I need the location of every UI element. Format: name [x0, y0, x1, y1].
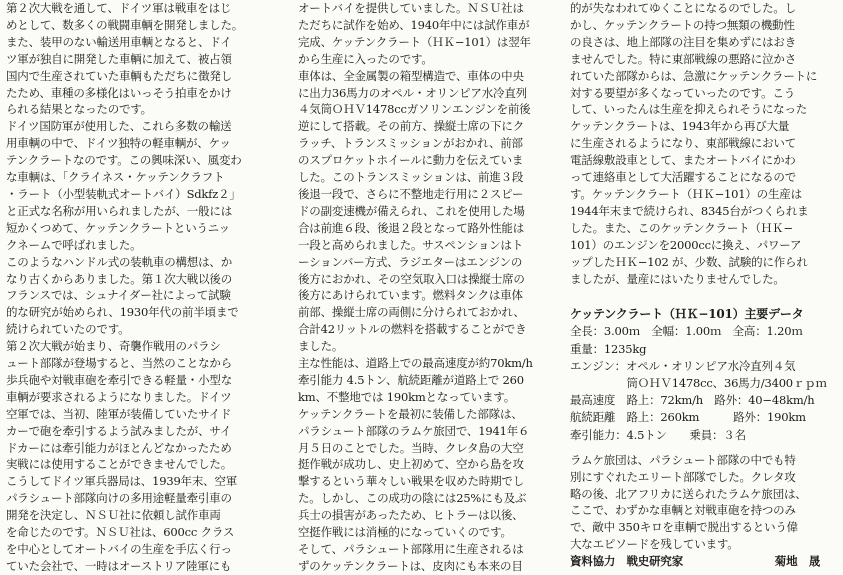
text-line: 完成、ケッテンクラート（ＨＫ−101）は翌年: [298, 34, 531, 49]
text-line: ケッテンクラートは、1943年から再び大量: [570, 119, 790, 134]
text-line: フランスでは、シュナイダー社によって試験: [6, 288, 231, 303]
text-line: ていた会社で、一時はオーストリア陸軍にも: [6, 558, 232, 573]
text-line: 第２次大戦が始まり、奇襲作戦用のパラシ: [6, 339, 221, 354]
text-line: かし、ケッテンクラートの持つ無類の機動性: [570, 17, 795, 32]
text-line: カーで砲を牽引するよう試みましたが、サイ: [6, 423, 232, 438]
spec-title: ケッテンクラート（ＨＫ−101）主要データ: [570, 307, 804, 322]
text-line: ました。: [298, 339, 344, 354]
text-line: 後方におかれ、その空気取入口は操縦士席の: [298, 271, 525, 286]
text-line: 電話線敷設車として、またオートバイにかわ: [570, 153, 796, 168]
text-line: って連絡車として大活躍することになるので: [570, 170, 796, 185]
text-line: 筒ＯＨＶ1478cc、36馬力/3400ｒｐｍ: [570, 375, 827, 390]
text-line: ここで、わずかな車輌と対戦車砲を持つのみ: [570, 503, 796, 518]
text-line: ずのケッテンクラートは、皮肉にも本来の目: [298, 558, 523, 573]
text-line: 用車輌の中で、ドイツ独特の軽車輌が、ケッ: [6, 136, 231, 151]
text-line: そして、パラシュート部隊用に生産されるは: [298, 542, 524, 556]
text-line: 1944年末まで続けられ、8345台がつくられま: [570, 203, 809, 218]
text-line: 車体は、全金属製の箱型構造で、車体の中央: [298, 68, 524, 83]
text-line: に生産されるようになり、東部戦線において: [570, 136, 796, 151]
text-line: 車輌が要求されるようになりました。ドイツ: [6, 389, 232, 404]
text-line: 重量：1235kg: [570, 341, 647, 356]
text-line: 前部、操縦士席の両側に分けられておかれ、: [298, 305, 525, 320]
text-line: した。このトランスミッションは、前進３段: [298, 170, 524, 185]
text-line: に出力36馬力のオペル・オリンピア水冷直列: [298, 85, 527, 100]
text-line: ましたが、量産にはいたりませんでした。: [570, 271, 785, 286]
text-line: 主な性能は、道路上での最高速度が約70km/h: [298, 356, 533, 371]
text-line: 続けられていたのです。: [6, 322, 130, 337]
text-line: のスプロケットホイールに動力を伝えていま: [298, 153, 524, 168]
text-line: 対する要望が多くなっていったのです。こう: [570, 85, 796, 100]
text-line: と正式な名称が用いられましたが、一般には: [6, 203, 232, 218]
text-line: km、不整地では 190kmとなっています。: [298, 389, 516, 404]
spacer: [570, 444, 840, 452]
text-line: ただちに試作を始め、1940年中には試作車が: [298, 17, 530, 32]
text-line: 全長：3.00ｍ 全幅：1.00ｍ 全高：1.20ｍ: [570, 324, 803, 339]
text-line: ーションバー方式、ラジエターはエンジンの: [298, 254, 523, 269]
text-line: オートバイを提供していました。ＮＳＵ社は: [298, 1, 524, 15]
text-line: こうしてドイツ軍兵器局は、1939年末、空軍: [6, 474, 238, 489]
text-line: 撃するという華々しい戦果を収めた時期でし: [298, 474, 524, 489]
credit-label: 資料協力 戦史研究家: [570, 554, 683, 569]
text-line: 別にすぐれたエリート部隊でした。クレタ攻: [570, 469, 796, 484]
text-line: ラムケ旅団は、パラシュート部隊の中でも特: [570, 452, 796, 467]
text-line: 合は前進６段、後退２段となって路外性能は: [298, 220, 524, 235]
text-line: 一段と高められました。サスペンションはト: [298, 237, 524, 252]
text-line: 合計42リットルの燃料を搭載することができ: [298, 322, 527, 337]
text-line: ュート部隊が登場すると、当然のことなから: [6, 356, 232, 371]
text-line: の良さは、地上部隊の注目を集めずにはおき: [570, 34, 796, 49]
text-line: テンクラートなのです。この興味深い、風変わ: [6, 153, 242, 168]
text-line: 略の後、北アフリカに送られたラムケ旅団は、: [570, 486, 807, 501]
text-line: から生産に入ったのです。: [298, 51, 433, 66]
column-2: [298, 0, 562, 575]
text-line: パラシュート部隊向けの多用途軽量牽引車の: [6, 491, 232, 506]
text-line: 国内で生産されていた車輌もただちに徴発し: [6, 68, 232, 83]
credit-author: 菊地 晟: [774, 554, 820, 569]
text-line: 逆にして搭載。その前方、操縦士席の下にク: [298, 119, 524, 134]
spec-block: [570, 306, 840, 443]
text-line: 牽引能力 4.5トン、航続距離が道路上で 260: [298, 372, 524, 387]
text-line: ４気筒ＯＨＶ1478ccガソリンエンジンを前後: [298, 102, 531, 117]
text-line: 歩兵砲や対戦車砲を牽引できる軽量・小型な: [6, 372, 232, 387]
column-3-ending: [570, 452, 840, 553]
text-line: めとして、数多くの戦闘車輌を開発しました。: [6, 17, 244, 32]
text-line: ドイツ国防軍が使用した、これら多数の輸送: [6, 119, 232, 134]
column-3-body: [570, 0, 840, 287]
text-line: られる結果となったのです。: [6, 102, 152, 117]
text-line: ・ラート（小型装軌式オートバイ）Sdkfz２」: [6, 186, 241, 201]
text-line: ドカーには牽引能力がほとんどなかったため: [6, 440, 232, 455]
text-line: して、いったんは生産を抑えられそうになった: [570, 102, 808, 117]
text-line: エンジン：オペル・オリンピア水冷直列４気: [570, 358, 796, 373]
text-line: ドの副変速機が備えられ、これを使用した場: [298, 203, 525, 218]
text-line: クネームで呼ばれました。: [6, 237, 142, 252]
text-line: す。ケッテンクラート（ＨＫ−101）の生産は: [570, 186, 802, 201]
text-line: 実戦には使用することができませんでした。: [6, 457, 232, 472]
text-line: ツ軍が独自に開発した車輌に加えて、被占領: [6, 51, 232, 66]
text-line: 101）のエンジンを2000ccに換え、パワーア: [570, 237, 802, 252]
text-line: 牽引能力：4.5トン 乗員：３名: [570, 427, 746, 442]
text-line: 後方にあけられています。燃料タンクは車体: [298, 288, 523, 303]
text-line: ラッチ、トランスミッションがおかれ、前部: [298, 136, 523, 151]
text-line: した。また、このケッテンクラート（ＨＫ−: [570, 220, 793, 235]
text-line: ませんでした。特に東部戦線の悪路に泣かさ: [570, 51, 796, 66]
text-line: また、装甲のない輸送用車輌となると、ドイ: [6, 34, 232, 49]
column-3: [570, 0, 840, 570]
text-line: 開発を決定し、ＮＳＵ社に依頼し試作車両: [6, 508, 221, 523]
text-line: を中心としてオートバイの生産を手広く行っ: [6, 542, 232, 556]
text-line: ップしたＨＫ−102 が、少数、試験的に作られ: [570, 254, 808, 269]
text-line: 短かくつめて、ケッテンクラートというニッ: [6, 220, 230, 235]
text-line: パラシュート部隊のラムケ旅団で、1941年６: [298, 423, 530, 438]
text-line: 第２次大戦を通して、ドイツ軍は戦車をはじ: [6, 1, 232, 15]
text-line: 兵士の損害があったため、ヒトラーは以後、: [298, 508, 524, 523]
text-line: 挺作戦が成功し、史上初めて、空から島を攻: [298, 457, 524, 472]
text-line: 的が失なわれてゆくことになるのでした。し: [570, 1, 796, 15]
text-line: 航続距離 路上：260km 路外：190km: [570, 410, 806, 425]
spacer: [570, 287, 840, 296]
text-line: で、敵中 350キロを車輌で脱出するという偉: [570, 520, 798, 535]
text-line: を命じたのです。ＮＳＵ社は、600cc クラス: [6, 525, 235, 540]
text-line: 的な研究が始められ、1930年代の前半頃まで: [6, 305, 239, 320]
spec-rows: [570, 323, 840, 443]
column-1: [6, 0, 284, 575]
text-line: 空挺作戦には消極的になっていくのです。: [298, 525, 512, 540]
text-line: な車輌は、「クライネス・ケッテンクラフト: [6, 170, 225, 185]
text-line: た。しかし、この成功の陰には25%にも及ぶ: [298, 491, 527, 506]
text-line: 大なエピソードを残しています。: [570, 537, 739, 552]
text-line: 後退一段で、さらに不整地走行用に２スピー: [298, 186, 524, 201]
text-line: なり古くからありました。第１次大戦以後の: [6, 271, 232, 286]
text-line: 空軍では、当初、陸軍が装備していたサイド: [6, 406, 232, 421]
text-line: 月５日のことでした。当時、クレタ島の大空: [298, 440, 524, 455]
credit-line: [570, 553, 840, 570]
text-line: ケッテンクラートを最初に装備した部隊は、: [298, 406, 523, 421]
text-line: たため、車種の多様化はいっそう拍車をかけ: [6, 85, 232, 100]
text-line: このようなハンドル式の装軌車の構想は、か: [6, 254, 232, 269]
text-line: れていた部隊からは、急激にケッテンクラートに: [570, 68, 818, 83]
text-line: 最高速度 路上：72km/h 路外：40−48km/h: [570, 393, 815, 408]
